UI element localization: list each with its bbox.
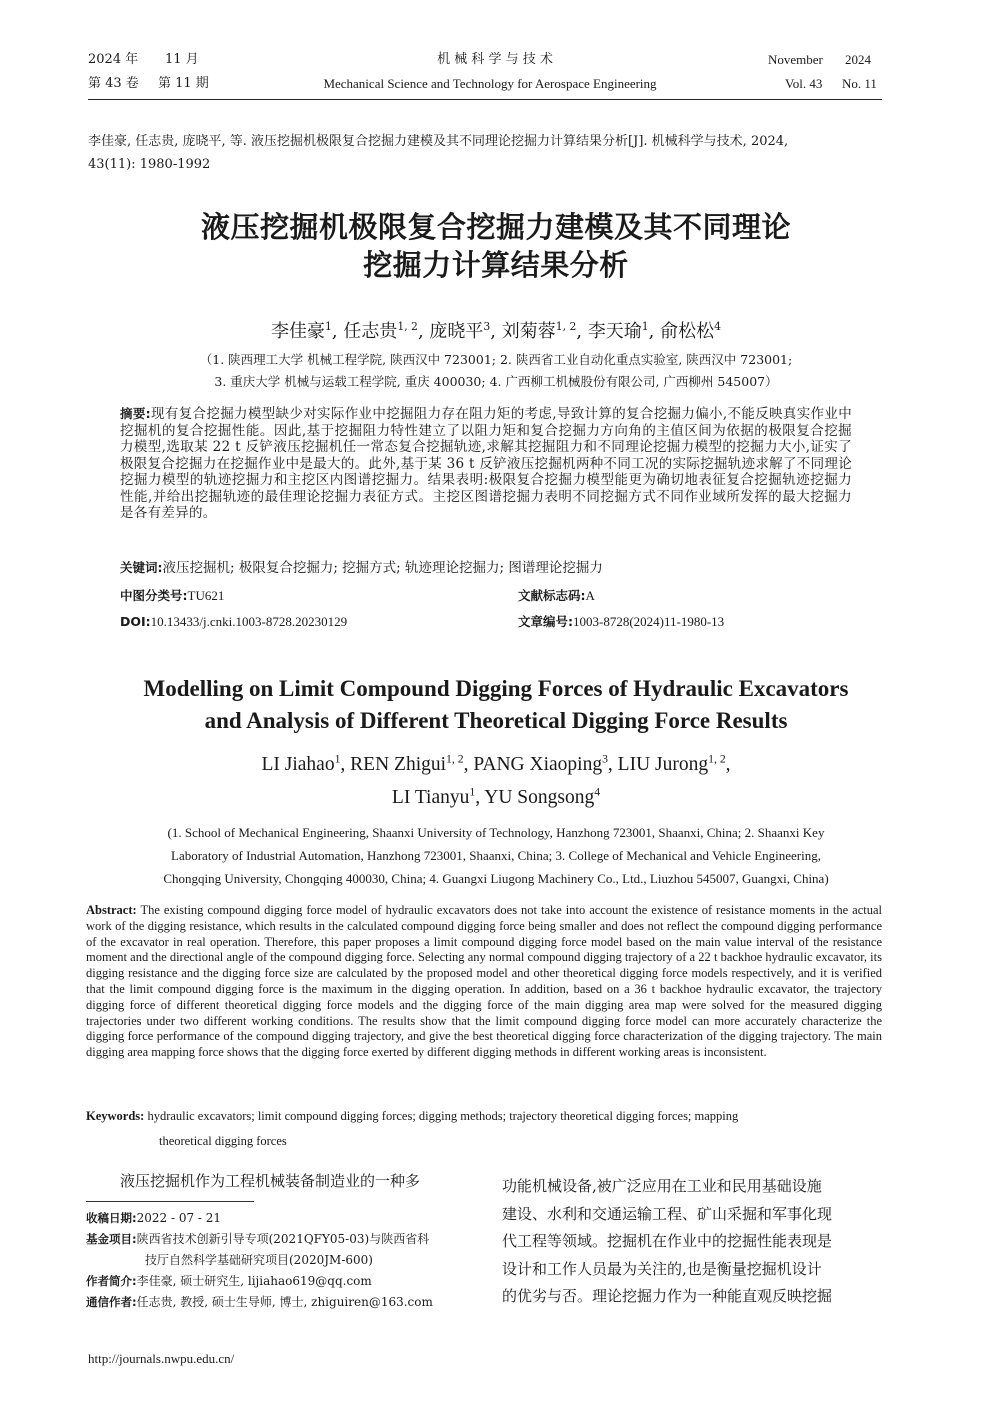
abstract-cn-label: 摘要:: [120, 406, 151, 421]
body-line: 建设、水利和交通运输工程、矿山采掘和军事化现: [502, 1204, 833, 1223]
body-paragraph-start: 液压挖掘机作为工程机械装备制造业的一种多: [120, 1172, 421, 1190]
affiliation-cn-line-2: 3. 重庆大学 机械与运载工程学院, 重庆 400030; 4. 广西柳工机械股份有限公司, 广西柳州 545007）: [214, 374, 778, 389]
article-number-label: 文章编号:: [518, 614, 573, 629]
author-en: LI Tianyu: [391, 787, 470, 808]
header-volume: 第 43 卷: [88, 76, 139, 91]
keywords-en-label: Keywords:: [86, 1109, 145, 1123]
author-sup: 1: [469, 785, 476, 799]
author-en: LI Jiahao: [261, 754, 335, 775]
authors-en: [60, 748, 932, 814]
author-sup: 4: [594, 785, 601, 799]
fund-label: 基金项目:: [86, 1232, 137, 1246]
author-en: PANG Xiaoping: [473, 754, 603, 775]
author-en: YU Songsong: [484, 787, 595, 808]
author-bio-label: 作者简介:: [86, 1274, 137, 1288]
author-cn: 李天瑜: [587, 321, 642, 342]
keywords-cn: [120, 559, 603, 577]
footnote-corresponding: [86, 1292, 476, 1313]
authors-en-line-2: LI Tianyu$^1$, YU Songsong$^4$: [391, 785, 601, 808]
body-line: 设计和工作人员最为关注的,也是衡量挖掘机设计: [502, 1259, 822, 1278]
header-month-en: November: [768, 52, 823, 67]
received-label: 收稿日期:: [86, 1211, 137, 1225]
document-code-label: 文献标志码:: [518, 588, 586, 603]
author-cn: 庞晓平: [429, 321, 484, 342]
corresponding-label: 通信作者:: [86, 1295, 137, 1309]
author-cn: 任志贵: [343, 321, 398, 342]
clc-number: [120, 587, 224, 605]
article-number-value: 1003-8728(2024)11-1980-13: [573, 614, 725, 629]
citation-line-2: 43(11): 1980-1992: [88, 157, 211, 172]
fund-value-2: 技厅自然科学基础研究项目(2020JM-600): [145, 1253, 373, 1267]
body-right-column: [502, 1173, 882, 1311]
author-sup: 1, 2: [555, 320, 577, 333]
footnotes: [86, 1208, 476, 1313]
author-cn: 俞松松: [660, 321, 715, 342]
author-sup: 1: [334, 752, 341, 766]
doi: [120, 613, 347, 631]
author-sup: 1, 2: [446, 752, 464, 766]
title-en: [60, 673, 932, 737]
keywords-en-line-1: [86, 1104, 882, 1129]
header-year: 2024 年: [88, 52, 139, 67]
abstract-cn-text: 现有复合挖掘力模型缺少对实际作业中挖掘阻力存在阻力矩的考虑,导致计算的复合挖掘力偏小,不能反映真实作业中挖掘机的复合挖掘性能。因此,基于挖掘阻力特性建立了以阻力矩和复合挖掘力方向角的主值区间为依据的极限复合挖掘力模型,选取某 22 t 反铲液压挖掘机任一常态复合挖掘轨迹,求解其挖掘阻力和不同理论挖掘力模型的挖掘力大小,证实了极限复合挖掘力在挖掘作业中是最大的。此外,基于某 36 t 反铲液压挖掘机两种不同工况的实际挖掘轨迹求解了不同理论挖掘力模型的轨迹挖掘力和主挖区内图谱挖掘力。结果表明:极限复合挖掘力模型能更为确切地表征复合挖掘轨迹挖掘力性能,并给出挖掘轨迹的最佳理论挖掘力表征方式。主挖区图谱挖掘力表明不同挖掘方式不同作业域所发挥的最大挖掘力是各有差异的。: [120, 406, 853, 521]
clc-label: 中图分类号:: [120, 588, 188, 603]
header-month: 11 月: [165, 52, 199, 67]
doi-value: 10.13433/j.cnki.1003-8728.20230129: [150, 614, 348, 629]
author-sup: 4: [714, 320, 721, 333]
author-cn: 刘菊蓉: [501, 321, 556, 342]
clc-value: TU621: [187, 588, 225, 603]
fund-value-1: 陕西省技术创新引导专项(2021QFY05-03)与陕西省科: [136, 1232, 430, 1246]
author-cn: 李佳豪: [271, 321, 325, 342]
abstract-cn: [120, 406, 852, 522]
author-sup: 1, 2: [397, 320, 418, 333]
title-en-line-1: Modelling on Limit Compound Digging Forces of Hydraulic Excavators: [143, 676, 849, 701]
author-sup: 1, 2: [708, 752, 726, 766]
body-left-column: [120, 1168, 490, 1196]
received-value: 2022 - 07 - 21: [136, 1211, 222, 1225]
authors-en-line-1: LI Jiahao$^1$, REN Zhigui$^{1, 2}$, PANG Xiaoping$^3$, LIU Jurong$^{1, 2}$,: [261, 752, 731, 775]
citation-line-1: 李佳豪, 任志贵, 庞晓平, 等. 液压挖掘机极限复合挖掘力建模及其不同理论挖掘力计算结果分析[J]. 机械科学与技术, 2024,: [88, 134, 789, 149]
title-en-line-2: and Analysis of Different Theoretical Digging Force Results: [204, 708, 788, 733]
author-bio-value: 李佳豪, 硕士研究生, lijiahao619@qq.com: [136, 1274, 372, 1288]
authors-cn: 李佳豪$^1$, 任志贵$^{1, 2}$, 庞晓平$^3$, 刘菊蓉$^{1, 2}$, 李天瑜$^1$, 俞松松$^4$: [271, 320, 721, 342]
footnote-author: [86, 1271, 476, 1292]
citation: [88, 130, 888, 176]
title-cn-line-2: 挖掘力计算结果分析: [363, 248, 629, 282]
body-line: 代工程等领域。挖掘机在作业中的挖掘性能表现是: [502, 1232, 833, 1250]
article-number: [518, 613, 724, 631]
header-issue: 第 11 期: [158, 76, 209, 91]
doi-label: DOI:: [120, 614, 151, 629]
author-sup: 3: [602, 752, 608, 766]
title-cn: [60, 208, 932, 284]
journal-name-en: Mechanical Science and Technology for Aerospace Engineering: [323, 76, 657, 91]
journal-name-cn: 机 械 科 学 与 技 术: [437, 52, 553, 67]
body-line: 功能机械设备,被广泛应用在工业和民用基础设施: [502, 1177, 822, 1195]
footnote-rule: [86, 1201, 254, 1202]
document-code-value: A: [585, 588, 595, 603]
author-sup: 1: [641, 320, 649, 333]
corresponding-value: 任志贵, 教授, 硕士生导师, 博士, zhiguiren@163.com: [136, 1295, 433, 1309]
affiliation-en-line-2: Laboratory of Industrial Automation, Hanzhong 723001, Shaanxi, China; 3. College of Mechanical and Vehicle Engineering,: [171, 848, 821, 863]
abstract-en-label: Abstract:: [86, 903, 137, 917]
document-code: [518, 587, 595, 605]
author-en: LIU Jurong: [617, 754, 709, 775]
keywords-cn-label: 关键词:: [120, 560, 163, 575]
affiliation-en-line-1: (1. School of Mechanical Engineering, Shaanxi University of Technology, Hanzhong 723001, Shaanxi, China; 2. Shaanxi Key: [167, 825, 825, 840]
keywords-en: [86, 1104, 882, 1154]
abstract-en: [86, 903, 882, 1061]
author-sup: 1: [325, 320, 332, 333]
affiliation-en-line-3: Chongqing University, Chongqing 400030, China; 4. Guangxi Liugong Machinery Co., Ltd., Liuzhou 545007, Guangxi, China): [163, 871, 829, 886]
footnote-received: [86, 1208, 476, 1229]
header-year-en: 2024: [845, 52, 871, 67]
abstract-en-text: The existing compound digging force model of hydraulic excavators does not take into account the existence of resistance moments in the actual work of the digging resistance, which results in the calculated compound digging force being smaller and does not reflect the compound digging performance of the excavator in real operation. Therefore, this paper proposes a limit compound digging force model based on the main value interval of the resistance moment and the directional angle of the compound digging force. Selecting any normal compound digging trajectory of a 22 t backhoe hydraulic excavator, its digging resistance and the digging force size are calculated by the proposed model and other theoretical digging force models respectively, and it is verified that the limit compound digging force is the maximum in the digging operation. In addition, based on a 36 t backhoe hydraulic excavator, the trajectory digging force of different theoretical digging force models and the digging force of the main digging area map were solved for the measured digging trajectories under two different working conditions. The results show that the limit compound digging force model can more accurately characterize the digging force performance of the compound digging trajectory, and give the best theoretical digging force characterization of the digging trajectory. The main digging area mapping force shows that the digging force exerted by different digging methods in different working areas is inconsistent.: [86, 903, 882, 1060]
keywords-en-line-2: theoretical digging forces: [159, 1134, 287, 1148]
affiliations-cn: [60, 349, 932, 393]
keywords-en-text-1: hydraulic excavators; limit compound digging forces; digging methods; trajectory theoretical digging forces; mapping: [147, 1109, 739, 1123]
header-issue-en: No. 11: [842, 76, 877, 91]
author-sup: 3: [483, 320, 491, 333]
affiliation-cn-line-1: （1. 陕西理工大学 机械工程学院, 陕西汉中 723001; 2. 陕西省工业自动化重点实验室, 陕西汉中 723001;: [199, 352, 793, 367]
author-en: REN Zhigui: [350, 754, 447, 775]
keywords-cn-text: 液压挖掘机; 极限复合挖掘力; 挖掘方式; 轨迹理论挖掘力; 图谱理论挖掘力: [162, 560, 603, 576]
title-cn-line-1: 液压挖掘机极限复合挖掘力建模及其不同理论: [200, 210, 791, 244]
affiliations-en: [80, 821, 912, 890]
journal-url-link[interactable]: http://journals.nwpu.edu.cn/: [88, 1351, 235, 1366]
header-rule: [88, 99, 882, 100]
header-volume-en: Vol. 43: [785, 76, 823, 91]
body-line: 的优劣与否。理论挖掘力作为一种能直观反映挖掘: [502, 1287, 833, 1305]
footnote-fund: [86, 1229, 476, 1250]
